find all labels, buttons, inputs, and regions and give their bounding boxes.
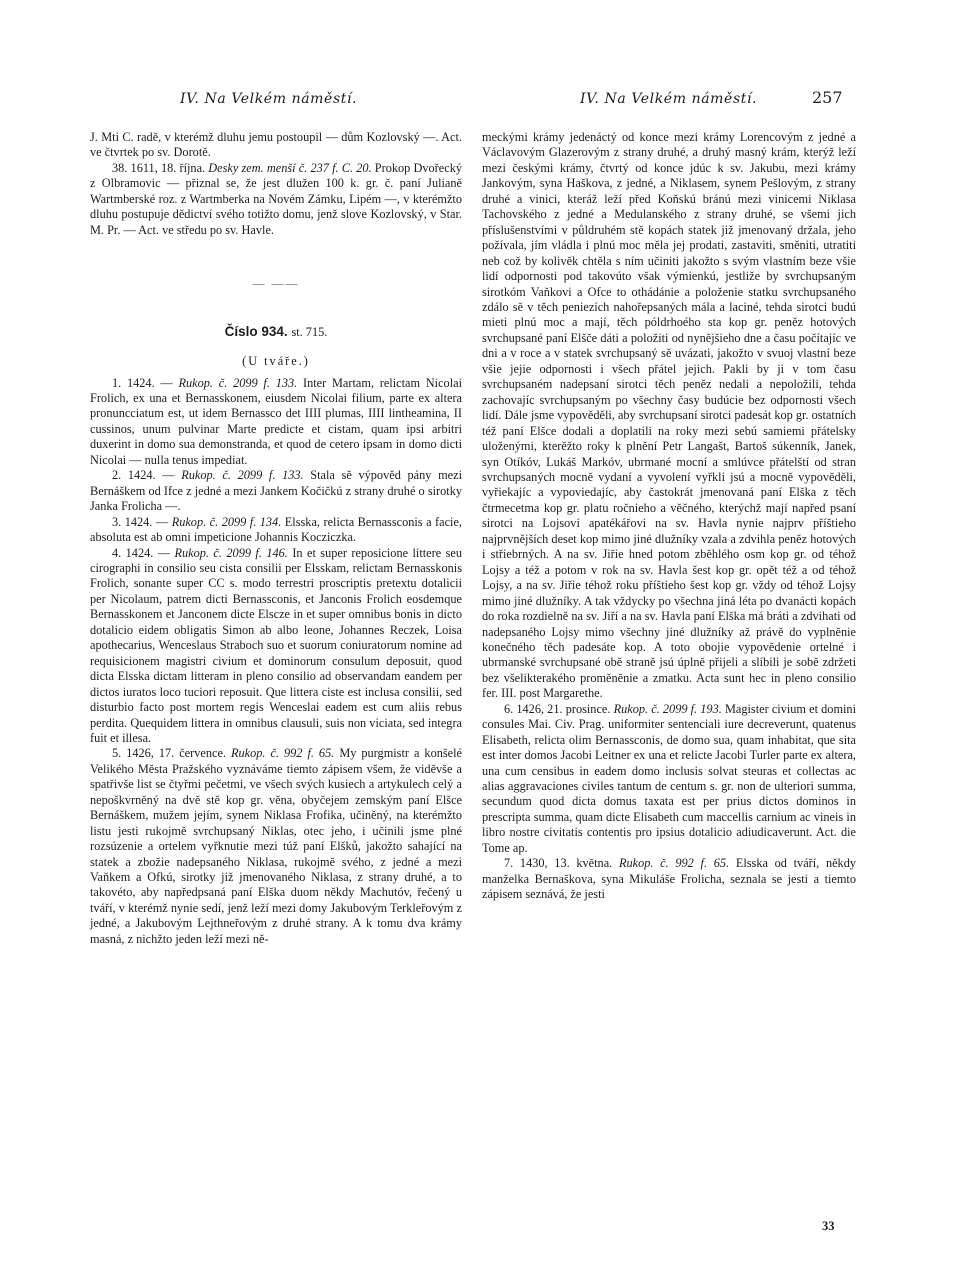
page-number: 257 (812, 88, 843, 107)
entry-2 (90, 468, 462, 514)
entry-4 (90, 546, 462, 747)
entry-1-text: Inter Martam, relictam Nicolai Frolich, ex una et Bernasskonem, eiusdem Nicolai filium, parte ex altera pronuncciatum est, ut idem Bernassco det IIII plumas, IIII lintheamina, II cussinos, unum pulvinar Marte predicte et cistam, quam ipsi arbitri duxerint in domo sua demonstranda, et quod de cetero ipsam in domo dicti Nicolai — nulla tenus impediat. (90, 375, 462, 467)
printer-signature-mark: 33 (822, 1219, 835, 1233)
entry-2-lead: 2. 1424. — (112, 468, 175, 483)
entry-3-source: Rukop. č. 2099 f. 134. (171, 514, 282, 529)
entry-1-source: Rukop. č. 2099 f. 133. (178, 375, 298, 390)
entry-5-continued: meckými krámy jedenáctý od konce mezi krámy Lorencovým z jedné a Václavovým Glazerovým z strany druhé, a druhý masný krám, kterýž leží mezi českými krámy, čtvrtý od konce jdúc k sv. Jakubu, mezi krámy Jankovým, syna Haškova, z jedné, a Niklasem, synem Pešlovým, z strany druhé a vinici, kteráž leží před Koňskú bránú mezi vinicemi Niklasa Tachovského z jedné a Medulanského z strany druhé, se všemi jich příslušenstvími v půldruhém stě kopách statek již jmenovaný držala, jeho požívala, jím vládla i plnú moc měla jej prodati, zastaviti, směniti, utratiti neb což by kolivěk chtěla s ním učiniti jakožto s svým vlastním beze všie lidí odpornosti pod takovúto však výmienkú, jestliže by svrchupsaným sirotkóm Vaňkovi a Ofce to othádánie a položenie statku svrchupsaného zdálo sě v těch peniezích nahořepsaných mála a laciné, tehda sirotci budú mieti plnú moc a mají, těch póldrhoého sta kop gr. peněz hotových svrchupsané paní Elšče dáti a položiti od nynějšieho dne a času počítajíc ve dni a v roce a v statek svrchupsaný sě uvázati, jakožto v svuoj vlastní beze všie jejie odpornosti i všech přátel jejich. Pakli by ji v tom času svrchupsaném nadepsaní sirotci těch peněz nedali a nepoložili, tehda zachovajíc svrchupsaným po všechny časy budúcie bez odpornosti všech lidí. Dále jsme vypověděli, aby svrchupsaní sirotci padesát kop gr. ostatních též paní Elšce dodali a doplatili na roky mezi sebú samiemi přátelsky uloženými, kterěžto roky k plnění Petr Langašt, Bartoš súkenník, Janek, syn Otíkóv, Lukáš Markóv, ubrmané mocní a smlúvce přátelští od stran svrchupsaných mocně vydaní a vyvolení vyřkli jsú a mocně vypověděli, vyřiekajíc a vypoviedajíc, aby častokrát jmenovaná paní Elška z těch čtrmecetma kop gr. platu ročnieho a věčného, kterýchž mají napřed psaní sirotci na Lojsovi apatékářovi na sv. Havla nynie najprv příštieho najprvnějších deset kop mimo jiné dlužníky vzala a zdvihla peněz hotových i střiebrných. A na sv. Jiřie hned potom zběhlého osm kop gr. od téhož Lojsy a též a potom v rok na sv. Havla šest kop gr. opět též a od téhož Lojsy, a na sv. Jiřie téhož roku příštieho šest kop gr. vždy od téhož Lojsy mimo jiné dlužníky. A tak vždycky po všechna jiná léta po dvanácti kopách do roka rozdielně na sv. Jiří a na sv. Havla paní Elška má bráti a zdvihati od nadepsaného Lojsy mimo všechny jiné dlužníky až právě do vyplněnie konečného těch padesáte kop. A toto obojie vypovědenie ortelné i ubrmanské svrchupsané obě straně jsú úplně přijeli a slíbili je sobě zdržeti bez všelikterakého proměněnie a zmatku. Acta sunt hec in pleno consilio fer. III. post Margarethe. (482, 130, 856, 701)
house-name: (U tváře.) (242, 354, 310, 369)
entry-3 (90, 515, 462, 546)
entry-1 (90, 376, 462, 469)
house-heading (90, 324, 462, 340)
entry-6-text: Magister civium et domini consules Mai. Civ. Prag. uniformiter sentenciali iure decreverunt, quatenus Elisabeth, relicta olim Bernassconis, de domo sua, quam inhabitat, que sita est inter domos Jacobi Leitner ex una et relicte Jacobi Turler parte ex altera, una cum censibus in eadem domo inclusis solvat steuras et collectas ac alias aggravaciones civiles tantum de centum s. gr. non de ulteriori summa, secundum quod dicta domus taxata est per prius dictos dominos in prescripta summa, quam dicte Elisabeth cum maccellis carnium ac vineis in libro nostre civitatis contentis pro ipsius dotalicio adiudicaverunt. Act. die Tome ap. (482, 701, 856, 855)
entry-5-source: Rukop. č. 992 f. 65. (231, 746, 335, 761)
house-number: Číslo 934. (224, 323, 288, 339)
entry-4-text: In et super reposicione littere seu cirographi in consilio seu cista consilii per Elsskam, relictam Bernasskonis Frolich, sonante super CC s. modo terrestri proscriptis pretextu dotalicii per Nicolaum, patrem dicti Bernassconis, et Janconis Frolich eosdemque Bernasskonem et Janconem dicte Elscze in et super omnibus bonis in dicto dotalicio eidem obligatis Simon ab albo leone, Johannes Reczek, Loisa apothecarius, Wenceslaus Straboch suo et suorum coniuratorum nomine ad requisicionem magistri civium et dominorum consulum deposuit, quod dicta Elsska dictam litteram in pleno consilio ad observandam eandem per dictos iuratos loco tuciori reposuit. Que littera ciste est inclusa consilii, sed disturbio facto post mortem regis Wenceslai eadem est cum aliis rebus perdita. Quequidem littera in omnibus clausuli, suis non viciata, sed integra fuit et illesa. (90, 545, 462, 745)
entry-4-source: Rukop. č. 2099 f. 146. (174, 545, 288, 560)
entry-6 (482, 702, 856, 857)
entry-38-text: Prokop Dvořecký z Olbramovic — přiznal se, že jest dlužen 100 k. gr. č. paní Julianě Wartmberské roz. z Wartmberka na Novém Zámku, Lipém —, v kterémžto dluhu postupuje dědictví svého totižto domu, jenž slove Kozlovský, v Star. M. Pr. — Act. ve středu po sv. Havle. (90, 160, 462, 237)
right-column (482, 130, 856, 903)
left-column (90, 130, 462, 947)
running-header-right: IV. Na Velkém náměstí. (580, 91, 758, 107)
section-separator: — —— (252, 276, 300, 291)
entry-3-lead: 3. 1424. — (112, 514, 169, 529)
entry-6-source: Rukop. č. 2099 f. 193. (613, 701, 722, 716)
entry-7 (482, 856, 856, 902)
entry-5 (90, 746, 462, 947)
entry-38-lead: 38. 1611, 18. října. (112, 160, 206, 175)
entry-5-lead: 5. 1426, 17. července. (112, 746, 226, 761)
entry-7-source: Rukop. č. 992 f. 65. (618, 856, 730, 871)
entry-2-source: Rukop. č. 2099 f. 133. (181, 468, 304, 483)
entry-3-text: Elsska, relicta Bernassconis a facie, absoluta est ab omni impeticione Johannis Kocziczka. (90, 514, 462, 545)
continued-entry-text: J. Mti C. radě, v kterémž dluhu jemu postoupil — dům Kozlovský —. Act. ve čtvrtek po sv. Dorotě. (90, 130, 462, 160)
entry-7-text: Elsska od tváří, někdy manželka Bernaškova, syna Mikuláše Frolicha, seznala se jesti a tiemto zápisem seznává, že jesti (482, 856, 857, 902)
house-st-number: st. 715. (291, 324, 328, 339)
entry-6-lead: 6. 1426, 21. prosince. (504, 701, 611, 716)
entry-5-text: My purgmistr a konšelé Velikého Města Pražského vyznáváme tiemto zápisem všem, že viděvše a spatřivše list se čtyřmi pečetmi, ve všech svých kusiech a artykulech celý a nepoškvrněný na dvě stě kop gr. věna, obyčejem zemským paní Elšce Bernáškem, mužem jejím, synem Niklasa Frofika, učiněný, na kterémžto listu jesti rukojmě svrchupsaný Niklas, otec jeho, i učinili jsme plné rozsúzenie a ortelem vyřknutie mezi túž paní Elšků, jakožto sahající na statek a zbožie nadepsaného Niklasa, rukojmě svého, z jedné a mezi Vaňkem a Ofkú, sirotky již jmenovaného Niklasa, z strany druhé, a to takovéto, aby napředpsaná paní Elška duom někdy Machutóv, řečený u tváří, v kterémž nynie sedí, jenž leží mezi domy Jakubovým Terkleřovým z jedné, a Jakubovým Lejthneřovým z druhé strany. A k tomu dva krámy masná, z nichžto jeden leží mezi ně- (90, 746, 462, 946)
entry-2-text: Stala sě výpověd pány mezi Bernáškem od Ifce z jedné a mezi Jankem Kočičkú z strany druhé o sirotky Janka Frolicha —. (90, 468, 463, 514)
running-header-left: IV. Na Velkém náměstí. (180, 91, 358, 107)
entry-1-lead: 1. 1424. — (112, 375, 173, 390)
entry-38-source: Desky zem. menší č. 237 f. C. 20. (208, 160, 372, 175)
entry-7-lead: 7. 1430, 13. května. (504, 856, 613, 871)
entry-4-lead: 4. 1424. — (112, 545, 171, 560)
entry-38 (90, 161, 462, 238)
